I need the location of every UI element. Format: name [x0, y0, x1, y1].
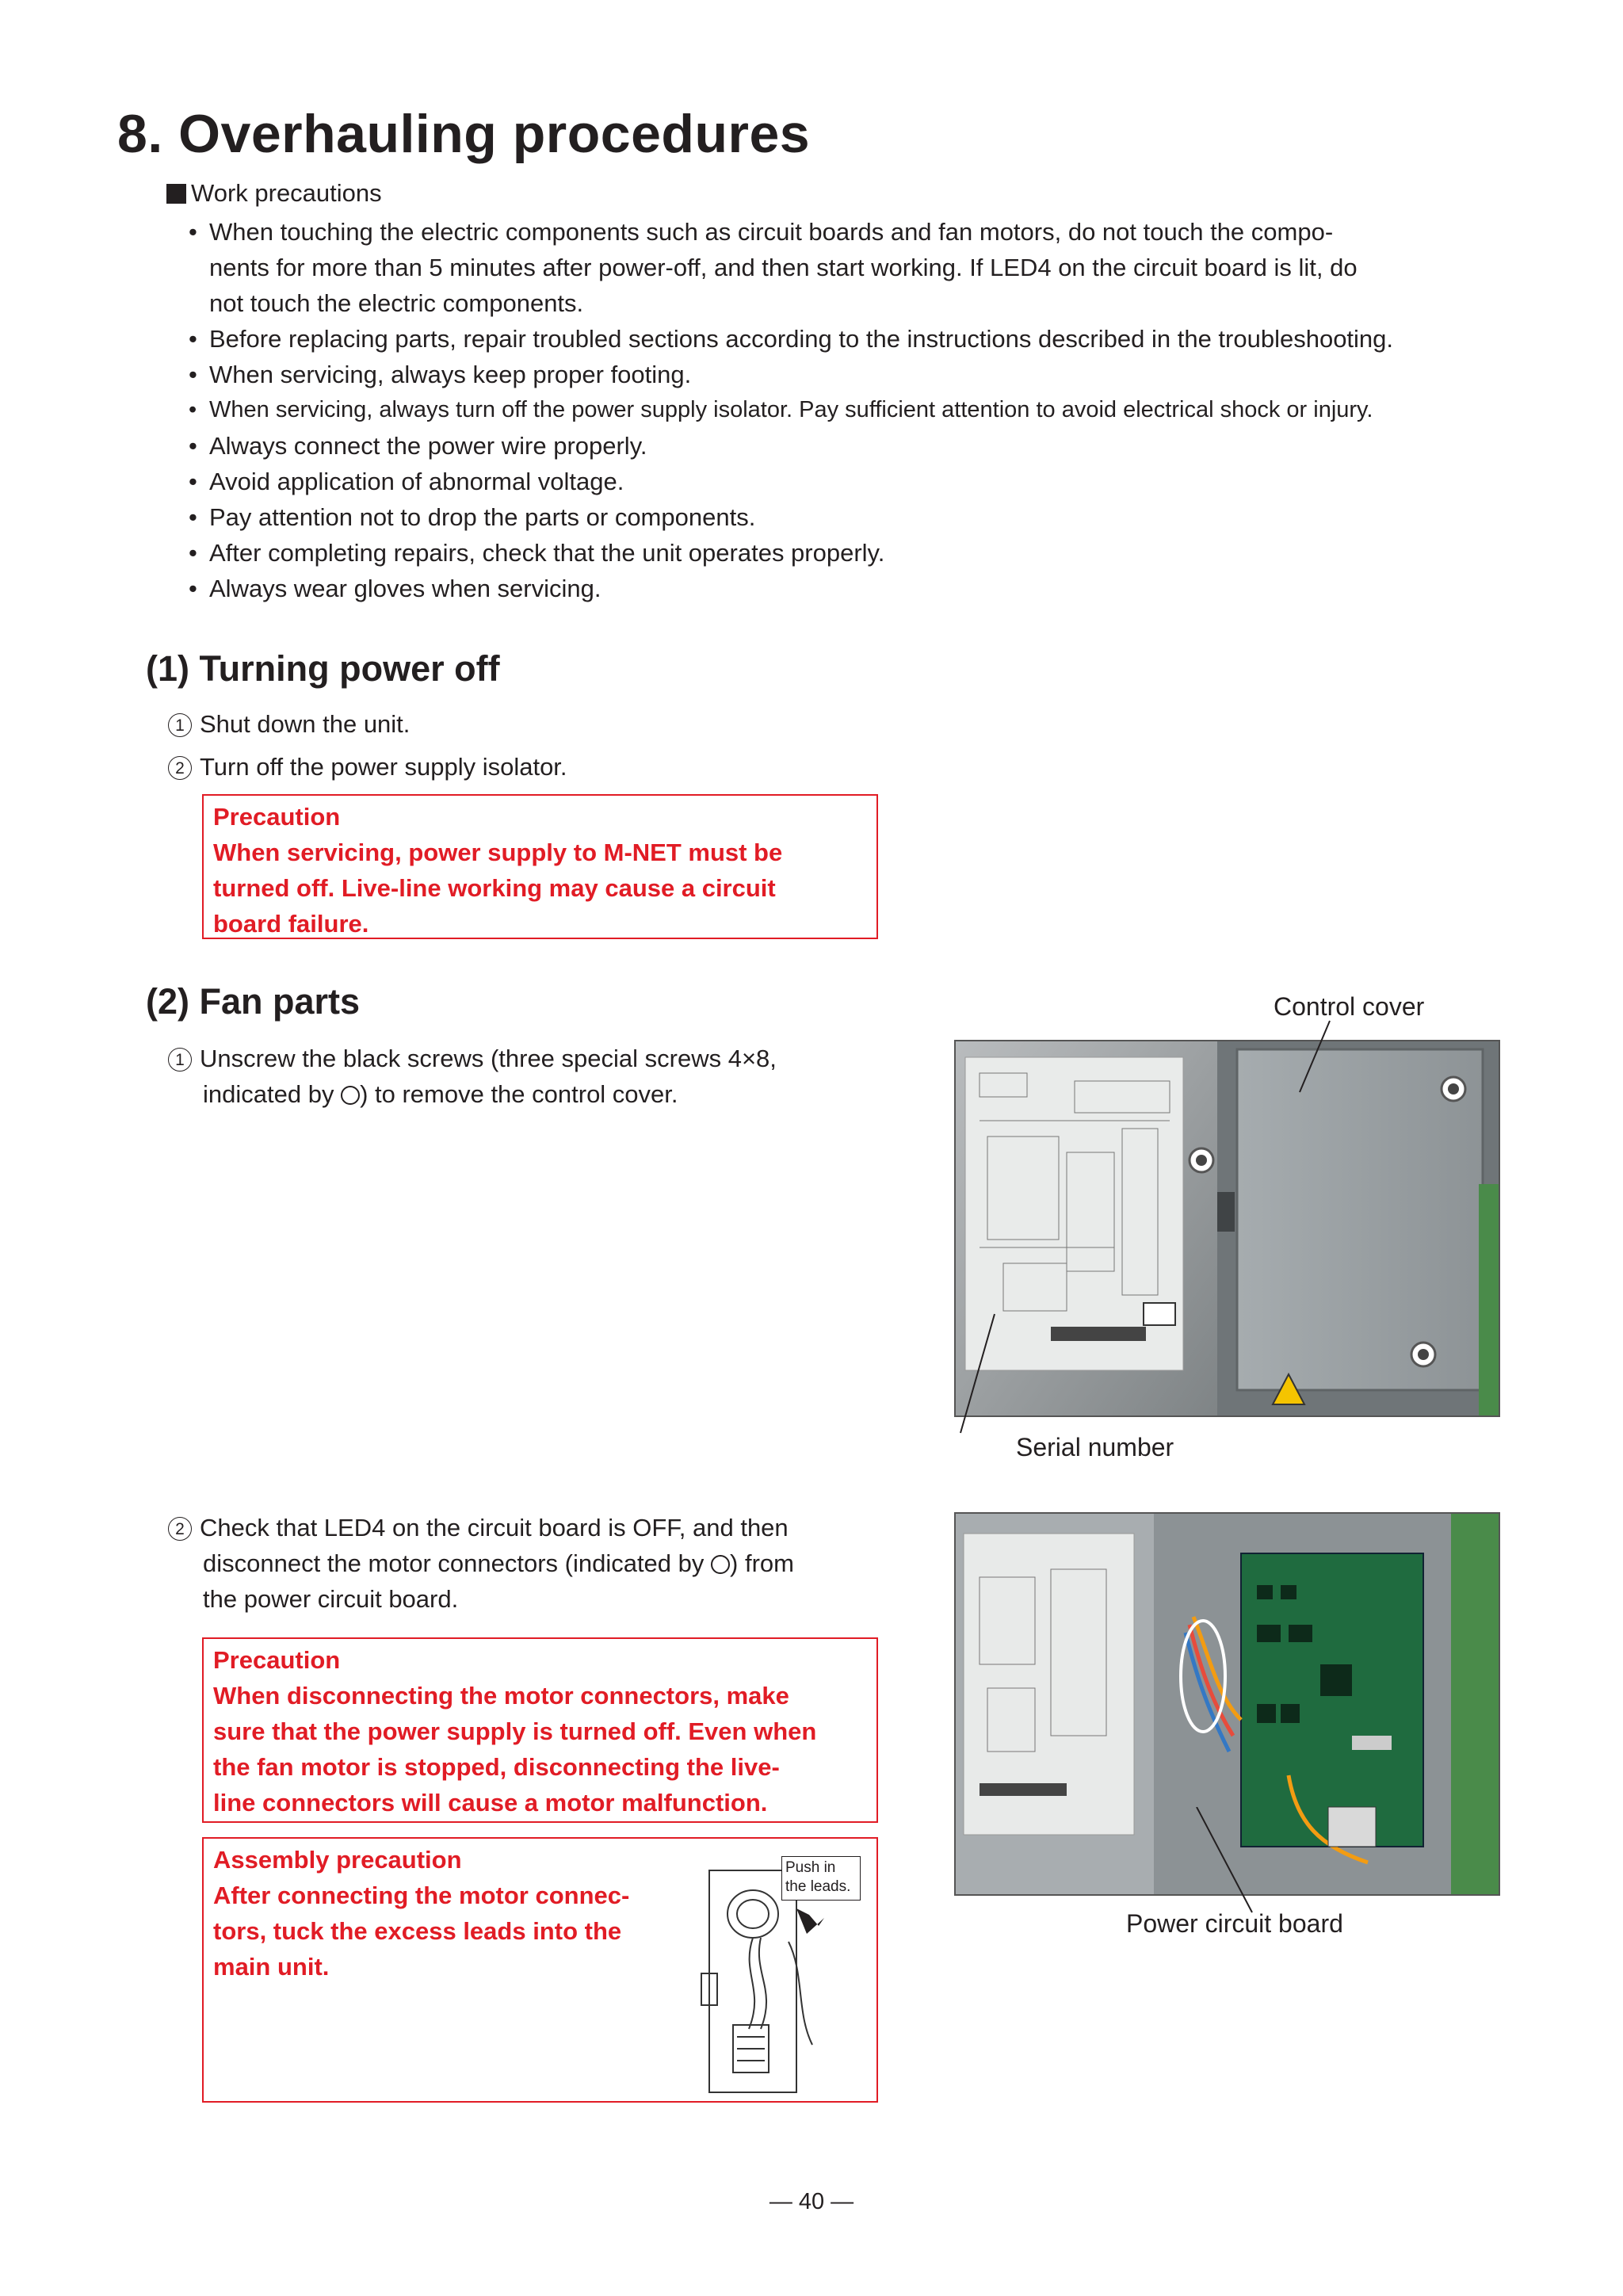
precaution-title: Precaution [213, 1646, 341, 1674]
circle-marker-icon [711, 1555, 730, 1574]
step-number: 2 [168, 756, 192, 780]
precaution-item: • Pay attention not to drop the parts or components. [187, 499, 1550, 535]
photo-1-leader-lines [951, 1013, 1347, 1441]
precaution-item: • Always wear gloves when servicing. [187, 571, 1550, 606]
precaution-item: • After completing repairs, check that the unit operates properly. [187, 535, 1550, 571]
precaution-item: • Avoid application of abnormal voltage. [187, 464, 1550, 499]
section-2-step-1: 1 Unscrew the black screws (three special screws 4×8, indicated by ) to remove the control cover. [168, 1041, 881, 1112]
photo-2-leader-line [1189, 1807, 1284, 1926]
step-number: 2 [168, 1517, 192, 1541]
precaution-item: • When servicing, always turn off the power supply isolator. Pay sufficient attention to avoid electrical shock or injury. [187, 392, 1550, 428]
work-precautions-heading [166, 179, 382, 208]
page-title: 8. Overhauling procedures [117, 104, 811, 164]
work-precautions-label: Work precautions [191, 179, 382, 207]
circle-marker-icon [341, 1086, 360, 1105]
section-1-title: (1) Turning power off [146, 648, 500, 689]
precaution-title: Precaution [213, 803, 341, 831]
precaution-item: • When touching the electric components such as circuit boards and fan motors, do not touch the compo- nents for more than 5 minutes after power-off, and then start working. If LED4 on the circuit board is lit, do not touch the electric components. [187, 214, 1550, 321]
precaution-item: • Before replacing parts, repair troubled sections according to the instructions described in the troubleshooting. [187, 321, 1550, 357]
step-number: 1 [168, 713, 192, 737]
push-leads-callout: Push in the leads. [781, 1856, 861, 1901]
step-number: 1 [168, 1048, 192, 1072]
section-1-step-1: 1 Shut down the unit. [168, 706, 410, 742]
precaution-item: • When servicing, always keep proper footing. [187, 357, 1550, 392]
precaution-item: • Always connect the power wire properly. [187, 428, 1550, 464]
serial-number-label: Serial number [1016, 1433, 1174, 1461]
precaution-box-power: Precaution When servicing, power supply to M-NET must be turned off. Live-line working may cause a circuit board failure. [202, 794, 878, 939]
control-cover-label: Control cover [1274, 992, 1425, 1021]
section-2-step-2: 2 Check that LED4 on the circuit board is OFF, and then disconnect the motor connectors (indicated by ) from the power circuit board. [168, 1510, 897, 1617]
assembly-precaution-box: Assembly precaution After connecting the motor connec- tors, tuck the excess leads into the main unit. [202, 1837, 878, 2103]
section-2-title: (2) Fan parts [146, 981, 361, 1022]
power-circuit-board-label: Power circuit board [1126, 1909, 1343, 1938]
precaution-box-connectors: Precaution When disconnecting the motor connectors, make sure that the power supply is turned off. Even when the fan motor is stopped, disconnecting the live- line connectors will cause a motor malfunction. [202, 1637, 878, 1823]
square-bullet-icon [166, 184, 186, 204]
section-1-step-2: 2 Turn off the power supply isolator. [168, 749, 567, 785]
work-precautions-list [187, 214, 1550, 606]
assembly-precaution-title: Assembly precaution [213, 1846, 462, 1874]
page-number: — 40 — [769, 2189, 854, 2214]
